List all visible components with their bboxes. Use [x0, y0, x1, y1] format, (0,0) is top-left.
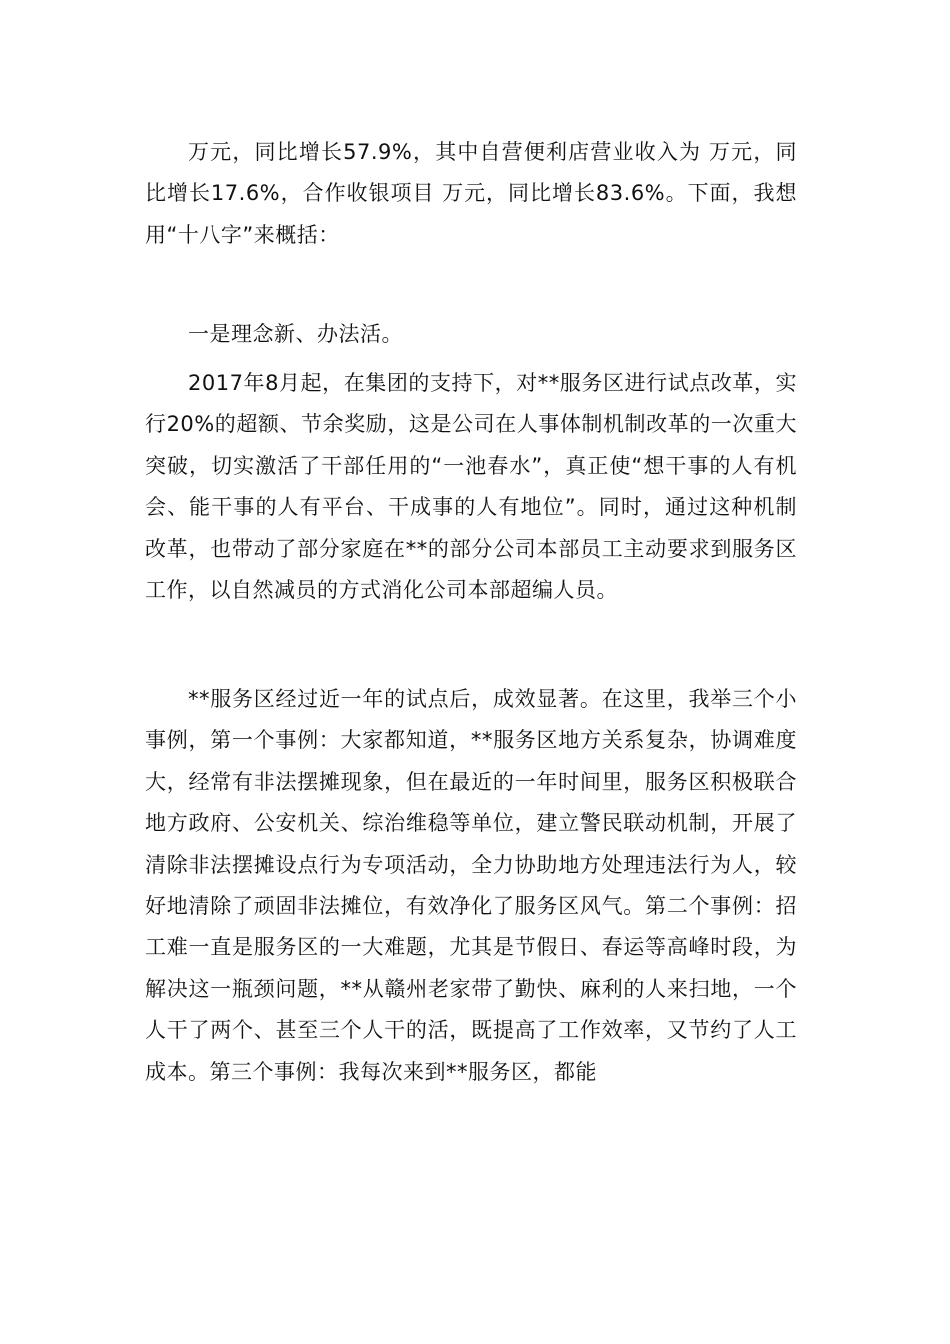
paragraph-revenue-summary: 万元，同比增长57.9%，其中自营便利店营业收入为 万元，同比增长17.6%，合作收银项目 万元，同比增长83.6%。下面，我想用“十八字”来概括： [145, 140, 797, 247]
paragraph-examples: **服务区经过近一年的试点后，成效显著。在这里，我举三个小事例，第一个事例：大家都知道，**服务区地方关系复杂，协调难度大，经常有非法摆摊现象，但在最近的一年时间里，服务区积极联合地方政府、公安机关、综治维稳等单位，建立警民联动机制，开展了清除非法摆摊设点行为专项活动，全力协助地方处理违法行为人，较好地清除了顽固非法摊位，有效净化了服务区风气。第二个事例：招工难一直是服务区的一大难题，尤其是节假日、春运等高峰时段，为解决这一瓶颈问题，**从赣州老家带了勤快、麻利的人来扫地，一个人干了两个、甚至三个人干的活，既提高了工作效率，又节约了人工成本。第三个事例：我每次来到**服务区，都能 [145, 687, 797, 1084]
paragraph-pilot-reform: 2017年8月起，在集团的支持下，对**服务区进行试点改革，实行20%的超额、节余奖励，这是公司在人事体制机制改革的一次重大突破，切实激活了干部任用的“一池春水”，真正使“想干事的人有机会、能干事的人有平台、干成事的人有地位”。同时，通过这种机制改革，也带动了部分家庭在**的部分公司本部员工主动要求到服务区工作，以自然减员的方式消化公司本部超编人员。 [145, 371, 797, 603]
section-heading: 一是理念新、办法活。 [188, 322, 403, 346]
